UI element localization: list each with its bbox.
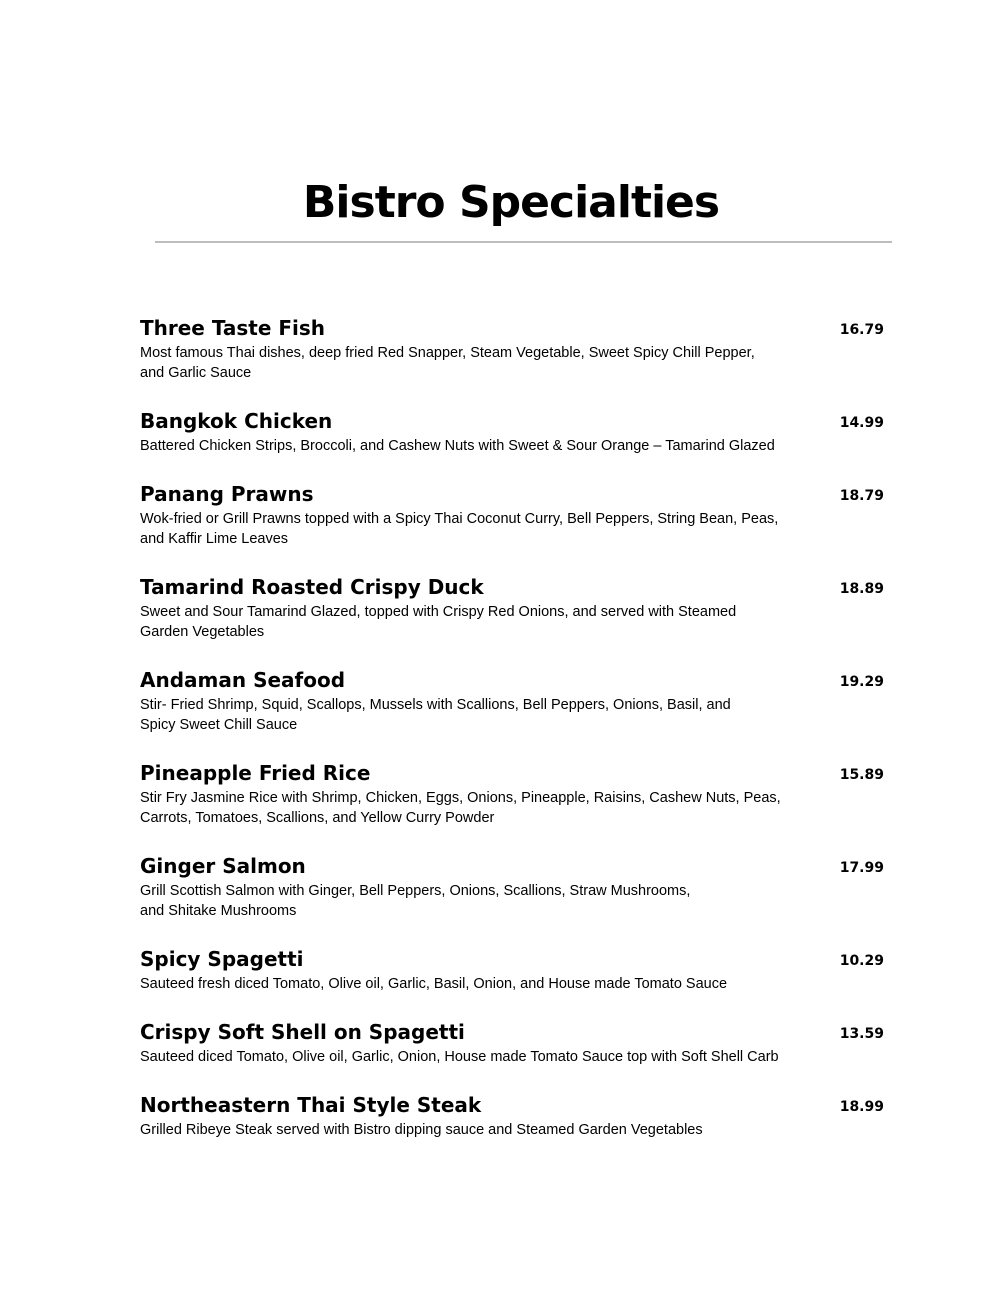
menu-item-description-line: Sweet and Sour Tamarind Glazed, topped with Crispy Red Onions, and served with Steamed: [140, 604, 737, 620]
menu-item-description-line: Stir Fry Jasmine Rice with Shrimp, Chicken, Eggs, Onions, Pineapple, Raisins, Cashew Nuts, Peas,: [140, 790, 781, 806]
menu-item-description-line: Spicy Sweet Chill Sauce: [140, 717, 298, 733]
menu-item-price: 19.29: [839, 674, 884, 690]
menu-item: [140, 1090, 890, 1140]
menu-item: [140, 665, 890, 735]
menu-item: [140, 479, 890, 549]
menu-item-name: Three Taste Fish: [140, 316, 326, 340]
menu-item-name: Tamarind Roasted Crispy Duck: [140, 575, 484, 599]
menu-item-name: Pineapple Fried Rice: [140, 761, 371, 785]
menu-item: [140, 758, 890, 828]
page-title: Bistro Specialties: [302, 177, 720, 228]
menu-item-name: Panang Prawns: [140, 482, 314, 506]
menu-item-description-line: Stir- Fried Shrimp, Squid, Scallops, Mussels with Scallions, Bell Peppers, Onions, Basil, and: [140, 697, 731, 713]
menu-item-description-line: Garden Vegetables: [140, 624, 265, 640]
menu-item: [140, 572, 890, 642]
menu-item-name: Spicy Spagetti: [140, 947, 304, 971]
menu-item-description-line: and Shitake Mushrooms: [140, 903, 297, 919]
menu-item-description-line: and Garlic Sauce: [140, 365, 252, 381]
menu-item-description-line: Carrots, Tomatoes, Scallions, and Yellow Curry Powder: [140, 810, 495, 826]
menu-item-description-line: and Kaffir Lime Leaves: [140, 531, 289, 547]
menu-item-description-line: Grill Scottish Salmon with Ginger, Bell Peppers, Onions, Scallions, Straw Mushrooms,: [140, 883, 691, 899]
menu-item-price: 18.99: [839, 1099, 884, 1115]
menu-item: [140, 1017, 890, 1067]
menu-item-price: 13.59: [839, 1026, 884, 1042]
menu-item-description-line: Sauteed diced Tomato, Olive oil, Garlic, Onion, House made Tomato Sauce top with Soft Shell Carb: [140, 1049, 779, 1065]
title-divider: [155, 241, 892, 243]
menu-item-price: 18.89: [839, 581, 884, 597]
menu-item-description-line: Sauteed fresh diced Tomato, Olive oil, Garlic, Basil, Onion, and House made Tomato Sauce: [140, 976, 728, 992]
menu-item-price: 18.79: [839, 488, 884, 504]
menu-item-description-line: Most famous Thai dishes, deep fried Red Snapper, Steam Vegetable, Sweet Spicy Chill Pepper,: [140, 345, 755, 361]
menu-item-name: Bangkok Chicken: [140, 409, 333, 433]
menu-item: [140, 944, 890, 994]
menu-item-name: Northeastern Thai Style Steak: [140, 1093, 482, 1117]
menu-item: [140, 851, 890, 921]
menu-item-description-line: Wok-fried or Grill Prawns topped with a Spicy Thai Coconut Curry, Bell Peppers, String Bean, Peas,: [140, 511, 779, 527]
menu-item-price: 14.99: [839, 415, 884, 431]
menu-item-name: Andaman Seafood: [140, 668, 346, 692]
menu-item-name: Ginger Salmon: [140, 854, 306, 878]
menu-item-price: 10.29: [839, 953, 884, 969]
menu-item-description-line: Grilled Ribeye Steak served with Bistro dipping sauce and Steamed Garden Vegetables: [140, 1122, 703, 1138]
menu-item-price: 17.99: [839, 860, 884, 876]
menu-list: [140, 313, 890, 1140]
menu-item-price: 15.89: [839, 767, 884, 783]
menu-item: [140, 313, 890, 383]
menu-item-price: 16.79: [839, 322, 884, 338]
menu-item-name: Crispy Soft Shell on Spagetti: [140, 1020, 465, 1044]
menu-item-description-line: Battered Chicken Strips, Broccoli, and Cashew Nuts with Sweet & Sour Orange – Tamarind Glazed: [140, 438, 775, 454]
menu-item: [140, 406, 890, 456]
